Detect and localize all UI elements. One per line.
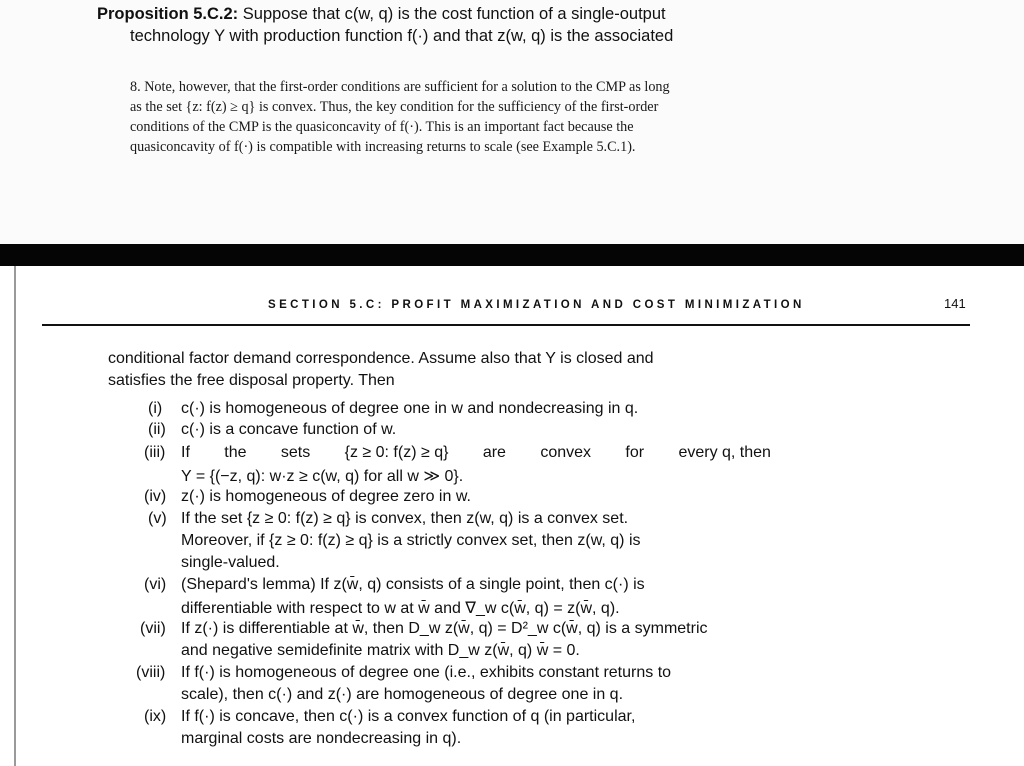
item-text: (Shepard's lemma) If z(w̄, q) consists of a single point, then c(·) is <box>181 576 645 593</box>
item-text: c(·) is homogeneous of degree one in w and nondecreasing in q. <box>181 400 639 417</box>
proposition-line-1: Proposition 5.C.2: Suppose that c(w, q) is the cost function of a single-output <box>97 5 666 23</box>
footnote-line-1: 8. Note, however, that the first-order conditions are sufficient for a solution to the CMP as long <box>130 79 670 95</box>
page-gap-band <box>0 244 1024 266</box>
footnote-line-3: conditions of the CMP is the quasiconcavity of f(·). This is an important fact because the <box>130 119 634 135</box>
footnote-line-2: as the set {z: f(z) ≥ q} is convex. Thus, the key condition for the sufficiency of the first-order <box>130 99 659 115</box>
item-number: (v) <box>148 510 167 527</box>
intro-line-1: conditional factor demand correspondence. Assume also that Y is closed and <box>108 350 654 367</box>
item-text: If f(·) is homogeneous of degree one (i.e., exhibits constant returns to <box>181 664 672 681</box>
item-text: Y = {(−z, q): w·z ≥ c(w, q) for all w ≫ 0}. <box>181 468 464 485</box>
cut-off-text-line <box>140 757 760 766</box>
item-text: If the set {z ≥ 0: f(z) ≥ q} is convex, then z(w, q) is a convex set. <box>181 510 629 527</box>
page-number: 141 <box>944 296 966 311</box>
footnote-line-4: quasiconcavity of f(·) is compatible with increasing returns to scale (see Example 5.C.1). <box>130 139 636 155</box>
item-text: If f(·) is concave, then c(·) is a convex function of q (in particular, <box>181 708 636 725</box>
item-number: (iii) <box>144 444 166 461</box>
item-text: Moreover, if {z ≥ 0: f(z) ≥ q} is a strictly convex set, then z(w, q) is <box>181 532 641 549</box>
item-text: single-valued. <box>181 554 280 571</box>
item-number: (ix) <box>144 708 167 725</box>
item-text: marginal costs are nondecreasing in q). <box>181 730 462 747</box>
previous-page-fragment <box>0 0 1024 244</box>
item-number: (i) <box>148 400 163 417</box>
item-text-justified: If the sets {z ≥ 0: f(z) ≥ q} are convex for every q, then <box>181 444 771 461</box>
item-text: z(·) is homogeneous of degree zero in w. <box>181 488 471 505</box>
proposition-line-2: technology Y with production function f(·) and that z(w, q) is the associated <box>130 27 674 45</box>
item-number: (iv) <box>144 488 167 505</box>
page-edge-line <box>14 266 16 766</box>
item-text: scale), then c(·) and z(·) are homogeneous of degree one in q. <box>181 686 624 703</box>
intro-line-2: satisfies the free disposal property. Then <box>108 372 395 389</box>
item-number: (ii) <box>148 421 166 438</box>
header-rule <box>42 324 970 326</box>
item-text: c(·) is a concave function of w. <box>181 421 397 438</box>
item-number: (vi) <box>144 576 167 593</box>
item-text: differentiable with respect to w at w̄ and ∇_w c(w̄, q) = z(w̄, q). <box>181 600 620 617</box>
item-text: If z(·) is differentiable at w̄, then D_w z(w̄, q) = D²_w c(w̄, q) is a symmetric <box>181 620 708 637</box>
item-number: (vii) <box>140 620 166 637</box>
item-text: and negative semidefinite matrix with D_w z(w̄, q) w̄ = 0. <box>181 642 580 659</box>
proposition-label: Proposition 5.C.2: <box>97 5 239 23</box>
section-header: SECTION 5.C: PROFIT MAXIMIZATION AND COST MINIMIZATION <box>268 299 805 311</box>
item-number: (viii) <box>136 664 166 681</box>
